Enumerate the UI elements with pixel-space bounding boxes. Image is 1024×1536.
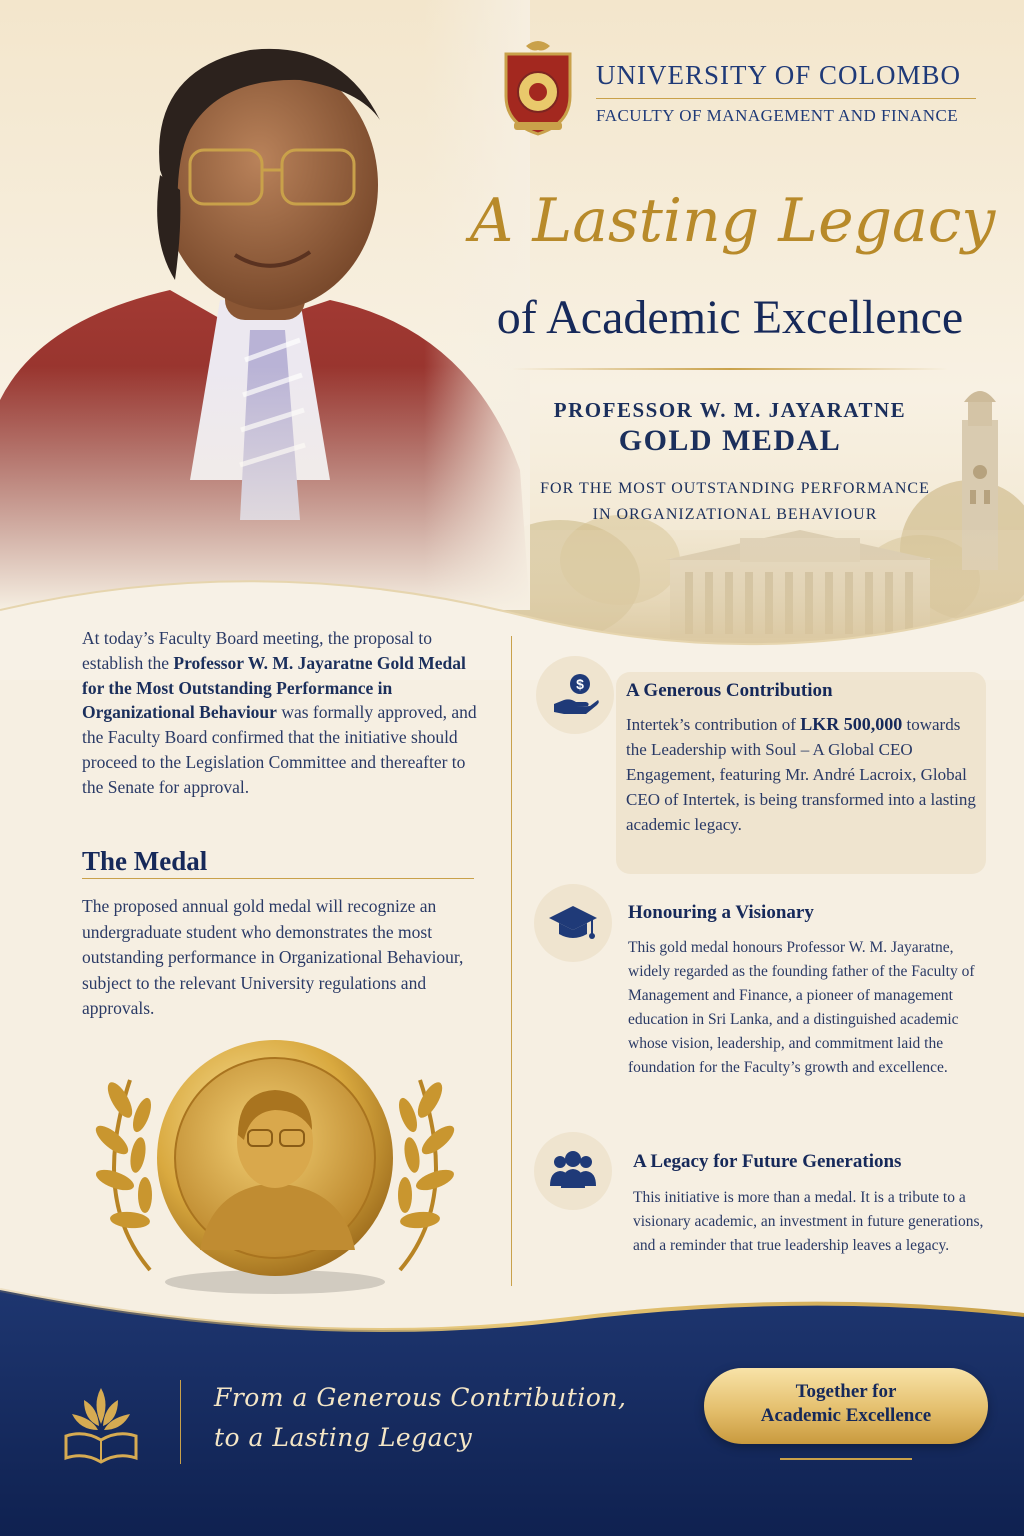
feature-text-visionary: This gold medal honours Professor W. M. Jayaratne, widely regarded as the founding father of the Faculty of Management and Finance, a pioneer of management education in Sri Lanka, and a distinguished academic whose vision, leadership, and commitment laid the foundation for the Faculty’s growth and excellence.: [628, 939, 975, 1076]
svg-text:$: $: [576, 676, 584, 692]
together-badge-line-1: Together for: [795, 1381, 897, 1402]
footer-tagline-line-2: to a Lasting Legacy: [214, 1423, 473, 1452]
medal-section-text: The proposed annual gold medal will recognize an undergraduate student who demonstrates the most outstanding performance in Organizational Behaviour, subject to the relevant University regulations and approvals.: [82, 896, 464, 1018]
contribution-amount: LKR 500,000: [800, 714, 903, 734]
main-title: of Academic Excellence: [496, 291, 964, 344]
feature-icon-future: [534, 1132, 612, 1210]
footer-tagline-line-1: From a Generous Contribution,: [214, 1383, 627, 1412]
people-group-icon: [548, 1146, 598, 1196]
university-name: UNIVERSITY OF COLOMBO: [596, 60, 962, 90]
university-crest-icon: [496, 36, 580, 136]
badge-underline: [780, 1458, 912, 1460]
header-rule: [596, 98, 976, 99]
feature-title-future: A Legacy for Future Generations: [633, 1151, 902, 1172]
medal-purpose-line-1: FOR THE MOST OUTSTANDING PERFORMANCE: [540, 480, 930, 497]
medal-purpose: [480, 476, 990, 528]
feature-title-contribution: A Generous Contribution: [626, 680, 833, 701]
script-title: A Lasting Legacy: [470, 186, 996, 256]
together-badge-line-2: Academic Excellence: [760, 1405, 932, 1426]
contribution-text-before: Intertek’s contribution of: [626, 715, 801, 734]
footer-tagline: [214, 1378, 674, 1458]
feature-text-contribution: [626, 712, 976, 837]
faculty-name: FACULTY OF MANAGEMENT AND FINANCE: [596, 106, 959, 125]
medal-section-rule: [82, 878, 474, 879]
gold-medal-illustration: [60, 1030, 490, 1300]
intro-medal-name: Professor W. M. Jayaratne Gold Medal for the Most Outstanding Performance in Organizational Behaviour: [82, 652, 466, 723]
intro-paragraph: [82, 626, 482, 800]
feature-icon-visionary: [534, 884, 612, 962]
university-header: [496, 36, 996, 136]
feature-title-visionary: Honouring a Visionary: [628, 902, 814, 923]
medal-purpose-line-2: IN ORGANIZATIONAL BEHAVIOUR: [592, 506, 878, 523]
intro-text-1: At today’s Faculty Board meeting, the proposal to establish the: [82, 628, 432, 673]
medal-name: GOLD MEDAL: [618, 424, 842, 457]
footer-divider: [180, 1380, 181, 1464]
book-lotus-icon: [62, 1378, 140, 1468]
feature-icon-contribution: [536, 656, 614, 734]
graduation-cap-icon: [548, 898, 598, 948]
feature-text-future: This initiative is more than a medal. It is a tribute to a visionary academic, an investment in future generations, and a reminder that true leadership leaves a legacy.: [633, 1189, 984, 1254]
intro-text-2: was formally approved, and the Faculty Board confirmed that the initiative should proceed to the Legislation Committee and thereafter to the Senate for approval.: [82, 702, 477, 797]
contribution-text-after: towards the Leadership with Soul – A Global CEO Engagement, featuring Mr. André Lacroix, Global CEO of Intertek, is being transformed into a lasting academic legacy.: [626, 715, 976, 834]
hand-coin-icon: [550, 670, 600, 720]
title-rule: [512, 368, 948, 370]
medal-section-heading: The Medal: [82, 846, 208, 876]
together-badge: [704, 1368, 988, 1444]
column-divider: [511, 636, 512, 1286]
medal-professor-name: PROFESSOR W. M. JAYARATNE: [553, 398, 907, 422]
